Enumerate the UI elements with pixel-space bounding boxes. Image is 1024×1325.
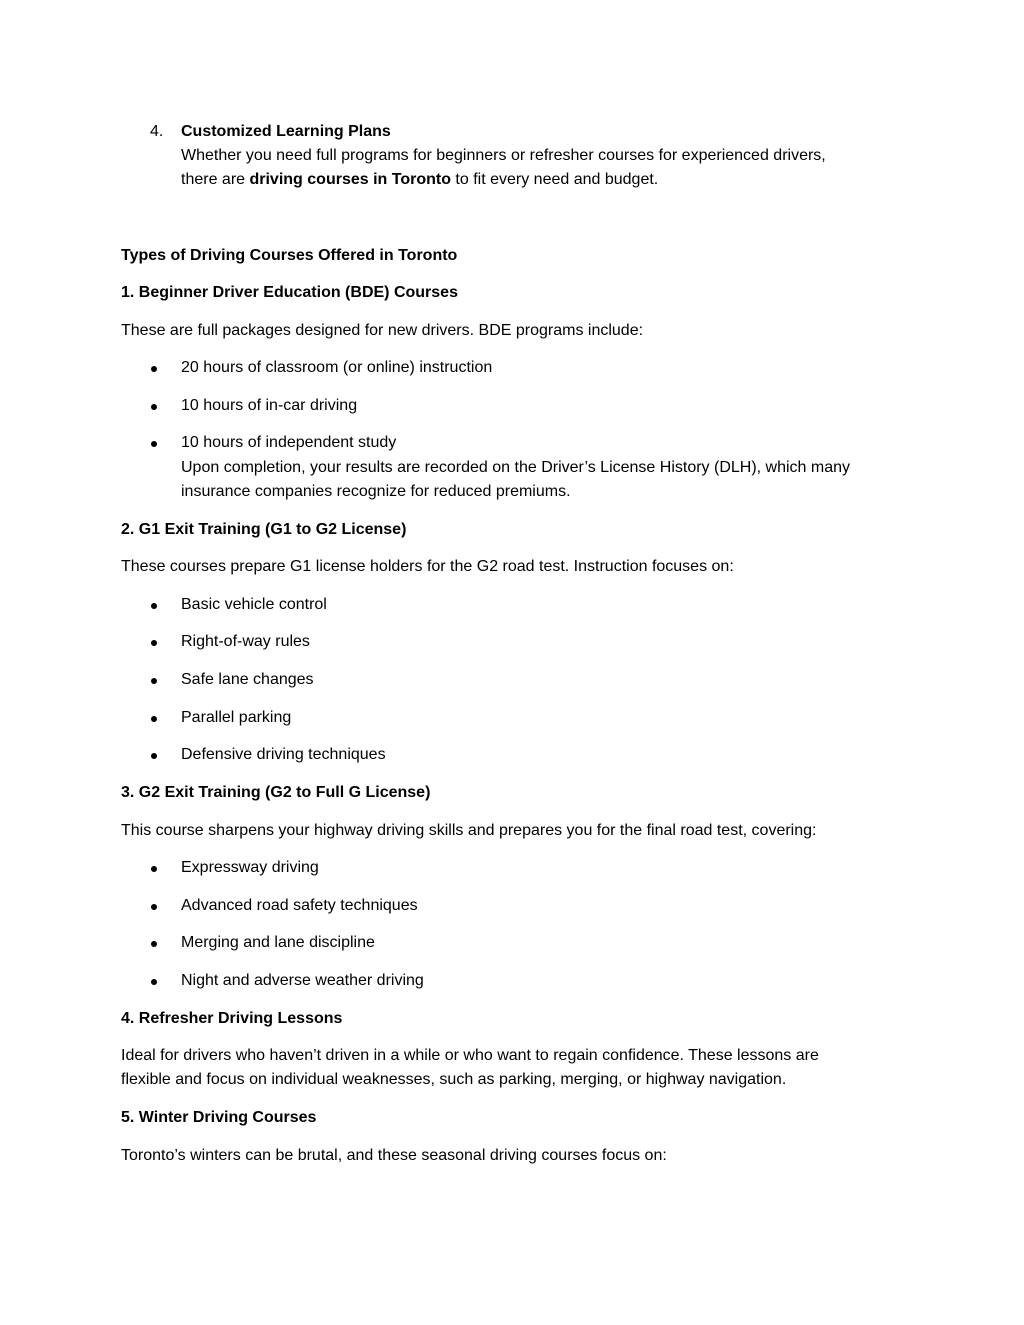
list-item: Night and adverse weather driving	[181, 972, 424, 989]
list-item: Advanced road safety techniques	[181, 897, 418, 914]
intro-item-line-2-pre: there are	[181, 171, 250, 188]
bullet-icon	[151, 979, 157, 985]
list-item: 20 hours of classroom (or online) instruction	[181, 359, 493, 376]
list-item: Basic vehicle control	[181, 596, 327, 613]
g2-intro: This course sharpens your highway driving skills and prepares you for the final road test, covering:	[121, 822, 817, 839]
list-item: 10 hours of in-car driving	[181, 397, 358, 414]
intro-item-line-2	[181, 170, 658, 190]
bullet-icon	[151, 866, 157, 872]
bullet-icon	[151, 753, 157, 759]
bullet-icon	[151, 716, 157, 722]
list-item: 10 hours of independent study	[181, 434, 397, 451]
intro-item-bold-phrase: driving courses in Toronto	[249, 171, 451, 188]
bullet-icon	[151, 941, 157, 947]
bullet-icon	[151, 441, 157, 447]
list-item: Right-of-way rules	[181, 633, 310, 650]
bullet-icon	[151, 603, 157, 609]
refresher-heading: 4. Refresher Driving Lessons	[121, 1010, 343, 1027]
intro-item-title: Customized Learning Plans	[181, 123, 391, 140]
refresher-line-2: flexible and focus on individual weaknesses, such as parking, merging, or highway navigation.	[121, 1071, 787, 1088]
bullet-icon	[151, 404, 157, 410]
bde-note-line-1: Upon completion, your results are recorded on the Driver’s License History (DLH), which many	[181, 459, 851, 476]
bde-intro: These are full packages designed for new drivers. BDE programs include:	[121, 322, 644, 339]
g2-heading: 3. G2 Exit Training (G2 to Full G License)	[121, 784, 431, 801]
refresher-line-1: Ideal for drivers who haven’t driven in a while or who want to regain confidence. These lessons are	[121, 1047, 819, 1064]
bde-heading: 1. Beginner Driver Education (BDE) Courses	[121, 284, 458, 301]
bullet-icon	[151, 678, 157, 684]
list-item: Expressway driving	[181, 859, 319, 876]
winter-intro: Toronto’s winters can be brutal, and these seasonal driving courses focus on:	[121, 1147, 667, 1164]
intro-item-line-2-post: to fit every need and budget.	[450, 171, 659, 188]
list-item: Safe lane changes	[181, 671, 314, 688]
bde-note-line-2: insurance companies recognize for reduced premiums.	[181, 483, 571, 500]
bullet-icon	[151, 904, 157, 910]
list-item: Merging and lane discipline	[181, 934, 375, 951]
list-number: 4.	[150, 123, 164, 140]
g1-heading: 2. G1 Exit Training (G1 to G2 License)	[121, 521, 407, 538]
section-title: Types of Driving Courses Offered in Toronto	[121, 247, 458, 264]
bullet-icon	[151, 366, 157, 372]
list-item: Defensive driving techniques	[181, 746, 386, 763]
winter-heading: 5. Winter Driving Courses	[121, 1109, 317, 1126]
bullet-icon	[151, 640, 157, 646]
g1-intro: These courses prepare G1 license holders for the G2 road test. Instruction focuses on:	[121, 558, 734, 575]
intro-item-line-1: Whether you need full programs for beginners or refresher courses for experienced drivers,	[181, 147, 826, 164]
list-item: Parallel parking	[181, 709, 292, 726]
